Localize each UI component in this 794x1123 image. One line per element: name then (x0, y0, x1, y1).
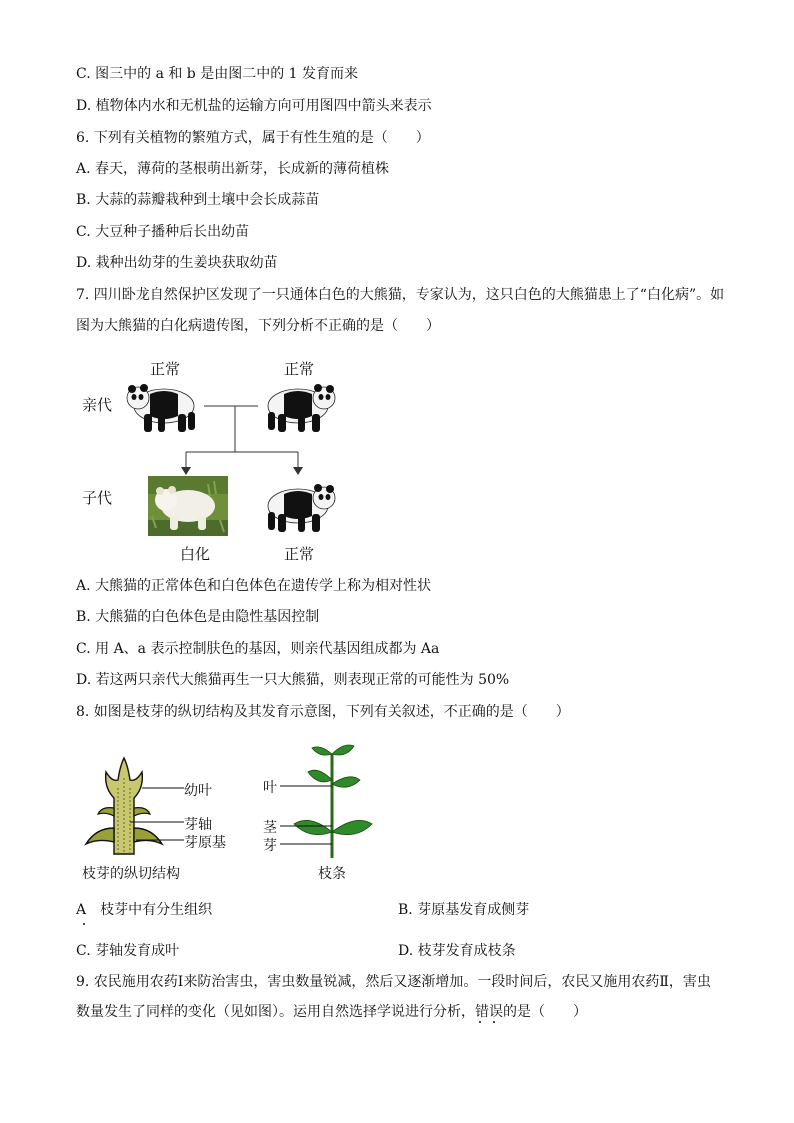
q7-option-b: B. 大熊猫的白色体色是由隐性基因控制 (76, 609, 320, 625)
offspring-generation-label: 子代 (82, 489, 113, 507)
stem-label: 茎 (263, 820, 277, 836)
question-6: 6. 下列有关植物的繁殖方式，属于有性生殖的是（ ） (76, 130, 430, 146)
q6-option-a: A. 春天，薄荷的茎根萌出新芽，长成新的薄荷植株 (76, 161, 390, 177)
q7-option-a: A. 大熊猫的正常体色和白色体色在遗传学上称为相对性状 (76, 578, 432, 594)
question-7-line2: 图为大熊猫的白化病遗传图，下列分析不正确的是（ ） (76, 318, 440, 334)
q8-option-c: C. 芽轴发育成叶 (76, 943, 180, 959)
emphasis-dot (479, 1021, 481, 1023)
bud-axis-label: 芽轴 (184, 817, 212, 833)
q6-option-b: B. 大蒜的蒜瓣栽种到土壤中会长成蒜苗 (76, 192, 320, 208)
bud-primordium-label: 芽原基 (184, 835, 226, 851)
panda-offspring-normal-image (258, 476, 338, 536)
young-leaf-label: 幼叶 (184, 783, 212, 799)
parent-generation-label: 亲代 (82, 396, 113, 414)
q7-option-d: D. 若这两只亲代大熊猫再生一只大熊猫，则表现正常的可能性为 50% (76, 672, 510, 688)
question-8: 8. 如图是枝芽的纵切结构及其发育示意图，下列有关叙述，不正确的是（ ） (76, 704, 570, 720)
q6-option-c: C. 大豆种子播种后长出幼苗 (76, 224, 250, 240)
child2-phenotype: 正常 (284, 545, 315, 563)
bud-label: 芽 (263, 838, 277, 854)
question-7-line1: 7. 四川卧龙自然保护区发现了一只通体白色的大熊猫，专家认为，这只白色的大熊猫患上了“白化病”。如 (76, 287, 725, 303)
branch-image (260, 740, 390, 858)
child1-phenotype: 白化 (180, 545, 211, 563)
albino-panda-image (148, 476, 228, 536)
q8-option-a: A 枝芽中有分生组织 (76, 902, 213, 918)
question-9-line1: 9. 农民施用农药Ⅰ来防治害虫，害虫数量锐减，然后又逐渐增加。一段时间后，农民又施用农药Ⅱ，害虫 (76, 974, 711, 990)
bud-longitudinal-section-image (84, 758, 164, 858)
emphasis-dot (493, 1021, 495, 1023)
q8-option-d: D. 枝芽发育成枝条 (398, 943, 516, 959)
option-c-prev: C. 图三中的 a 和 b 是由图二中的 1 发育而来 (76, 66, 359, 82)
leaf-label: 叶 (263, 780, 277, 796)
branch-caption: 枝条 (318, 866, 346, 882)
option-d-prev: D. 植物体内水和无机盐的运输方向可用图四中箭头来表示 (76, 98, 432, 114)
q8-option-b: B. 芽原基发育成侧芽 (398, 902, 530, 918)
stray-dot (83, 923, 85, 925)
question-9-line2: 数量发生了同样的变化（见如图）。运用自然选择学说进行分析，错误的是（ ） (76, 1004, 587, 1020)
q7-option-c: C. 用 A、a 表示控制肤色的基因，则亲代基因组成都为 Aa (76, 641, 440, 657)
parent1-phenotype: 正常 (150, 360, 181, 378)
bud-section-caption: 枝芽的纵切结构 (82, 866, 180, 882)
q6-option-d: D. 栽种出幼芽的生姜块获取幼苗 (76, 255, 278, 271)
parent2-phenotype: 正常 (284, 360, 315, 378)
